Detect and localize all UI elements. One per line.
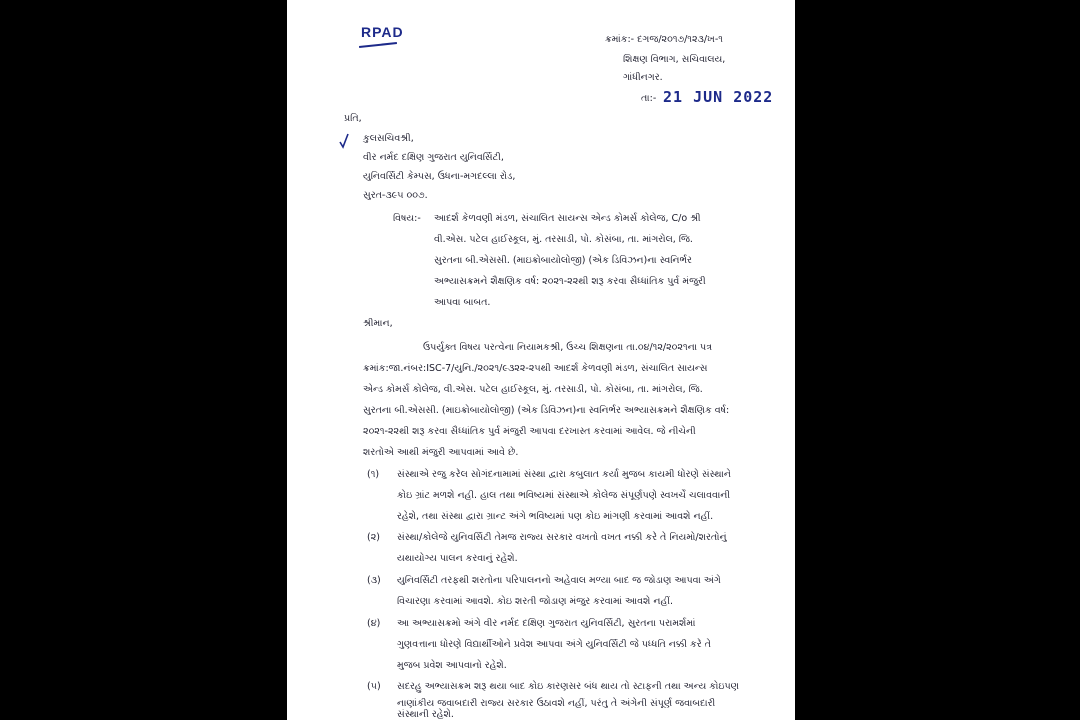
department-line: શિક્ષણ વિભાગ, સચિવાલય, [623,54,726,65]
to-label: પ્રતિ, [344,113,362,124]
condition-4-line-3: મુજબ પ્રવેશ આપવાનો રહેશે. [397,660,507,671]
condition-2-line-1: સંસ્થા/કોલેજે યુનિવર્સિટી તેમજ રાજ્ય સરકાર વખતો વખત નક્કી કરે તે નિયમો/શરતોનું [397,532,727,543]
condition-5-line-1: સદરહુ અભ્યાસક્રમ શરૂ થયા બાદ કોઇ કારણસર બંધ થાય તો સ્ટાફની તથા અન્ય કોઇપણ [397,681,739,692]
body-line-4: સુરતના બી.એસસી. (માઇક્રોબાયોલોજી) (એક ડિવિઝન)ના સ્વનિર્ભર અભ્યાસક્રમને શૈક્ષણિક વર્ષ: [363,405,730,416]
recipient-line-3: યુનિવર્સિટી કેમ્પસ, ઉધના-મગદલ્લા રોડ, [363,171,516,182]
condition-1-line-1: સંસ્થાએ રજુ કરેલ સોગંદનામામાં સંસ્થા દ્વારા કબુલાત કર્યા મુજબ કાયમી ધોરણે સંસ્થાને [397,469,731,480]
document-page [287,0,795,720]
body-line-3: એન્ડ કોમર્સ કોલેજ, વી.એસ. પટેલ હાઈસ્કૂલ, મું. તરસાડી, પો. કોસંબા, તા. માંગરોલ, જિ. [363,384,703,395]
subject-line-1: આદર્શ કેળવણી મંડળ, સંચાલિત સાયન્સ એન્ડ કોમર્સ કોલેજ, C/o શ્રી [434,213,701,224]
subject-line-4: અભ્યાસક્રમને શૈક્ષણિક વર્ષ: ૨૦૨૧-૨૨થી શરૂ કરવા સૈધ્ધાંતિક પુર્વ મંજુરી [434,276,706,287]
city-line: ગાંધીનગર. [623,72,663,83]
checkmark-icon [339,133,349,149]
recipient-line-4: સુરત-૩૯૫ ૦૦૭. [363,190,428,201]
condition-4-number: (૪) [367,618,381,629]
recipient-line-1: કુલસચિવશ્રી, [363,133,414,144]
condition-3-line-1: યુનિવર્સિટી તરફથી શરતોના પરિપાલનનો અહેવાલ મળ્યા બાદ જ જોડાણ આપવા અંગે [397,575,721,586]
body-line-5: ૨૦૨૧-૨૨થી શરૂ કરવા સૈધ્ધાંતિક પુર્વ મંજુરી આપવા દરખાસ્ત કરવામાં આવેલ. જે નીચેની [363,426,696,437]
condition-5-number: (૫) [367,681,381,692]
body-line-6: શરતોએ આથી મંજુરી આપવામાં આવે છે. [363,447,519,458]
recipient-line-2: વીર નર્મદ દક્ષિણ ગુજરાત યુનિવર્સિટી, [363,152,504,163]
condition-5-line-2: નાણાંકીય જવાબદારી રાજ્ય સરકાર ઉઠાવશે નહીં, પરંતુ તે અંગેની સંપૂર્ણ જવાબદારી [397,698,716,709]
condition-4-line-2: ગુણવત્તાના ધોરણે વિદ્યાર્થીઓને પ્રવેશ આપવા અંગે યુનિવર્સિટી જે પધ્ધતિ નક્કી કરે તે [397,639,711,650]
subject-line-5: આપવા બાબત. [434,297,491,308]
date-label: તા:- [641,93,657,104]
condition-3-number: (૩) [367,575,381,586]
condition-2-line-2: યથાયોગ્ય પાલન કરવાનું રહેશે. [397,553,518,564]
body-line-2: ક્રમાંક:જા.નંબર:ISC-7/યુનિ./૨૦૨૧/૯૩૨૨-૨૫થી આદર્શ કેળવણી મંડળ, સંચાલિત સાયન્સ [363,363,708,374]
subject-label: વિષય:- [393,213,421,224]
subject-line-3: સુરતના બી.એસસી. (માઇક્રોબાયોલોજી) (એક ડિવિઝન)ના સ્વનિર્ભર [434,255,692,266]
reference-number: ક્રમાંક:- દગજ/૨૦૧૭/૧૨૩/ખ-૧ [605,34,723,45]
salutation: શ્રીમાન, [363,318,393,329]
condition-1-line-2: કોઇ ગ્રાંટ મળશે નહી. હાલ તથા ભવિષ્યમાં સંસ્થાએ કોલેજ સંપૂર્ણપણે સ્વખર્ચે ચલાવવાની [397,490,731,501]
condition-2-number: (૨) [367,532,380,543]
condition-5-line-3: સંસ્થાની રહેશે. [397,709,454,720]
condition-3-line-2: વિચારણા કરવામાં આવશે. કોઇ શરતી જોડાણ મંજુર કરવામાં આવશે નહીં. [397,596,673,607]
subject-line-2: વી.એસ. પટેલ હાઈસ્કૂલ, મું. તરસાડી, પો. કોસંબા, તા. માંગરોલ, જિ. [434,234,693,245]
condition-1-number: (૧) [367,469,380,480]
condition-1-line-3: રહેશે, તથા સંસ્થા દ્વારા ગ્રાન્ટ અંગે ભવિષ્યમાં પણ કોઇ માંગણી કરવામાં આવશે નહીં. [397,511,714,522]
condition-4-line-1: આ અભ્યાસક્રમો અંગે વીર નર્મદ દક્ષિણ ગુજરાત યુનિવર્સિટી, સુરતના પરામર્શમાં [397,618,696,629]
date-stamp: 21 JUN 2022 [663,88,774,106]
rpad-stamp: RPAD [361,24,404,40]
body-line-1: ઉપર્યુક્ત વિષય પરત્વેના નિયામકશ્રી, ઉચ્ચ શિક્ષણના તા.૦૪/૧૨/૨૦૨૧ના પત્ર [423,342,713,353]
stamp-underline [359,42,397,48]
